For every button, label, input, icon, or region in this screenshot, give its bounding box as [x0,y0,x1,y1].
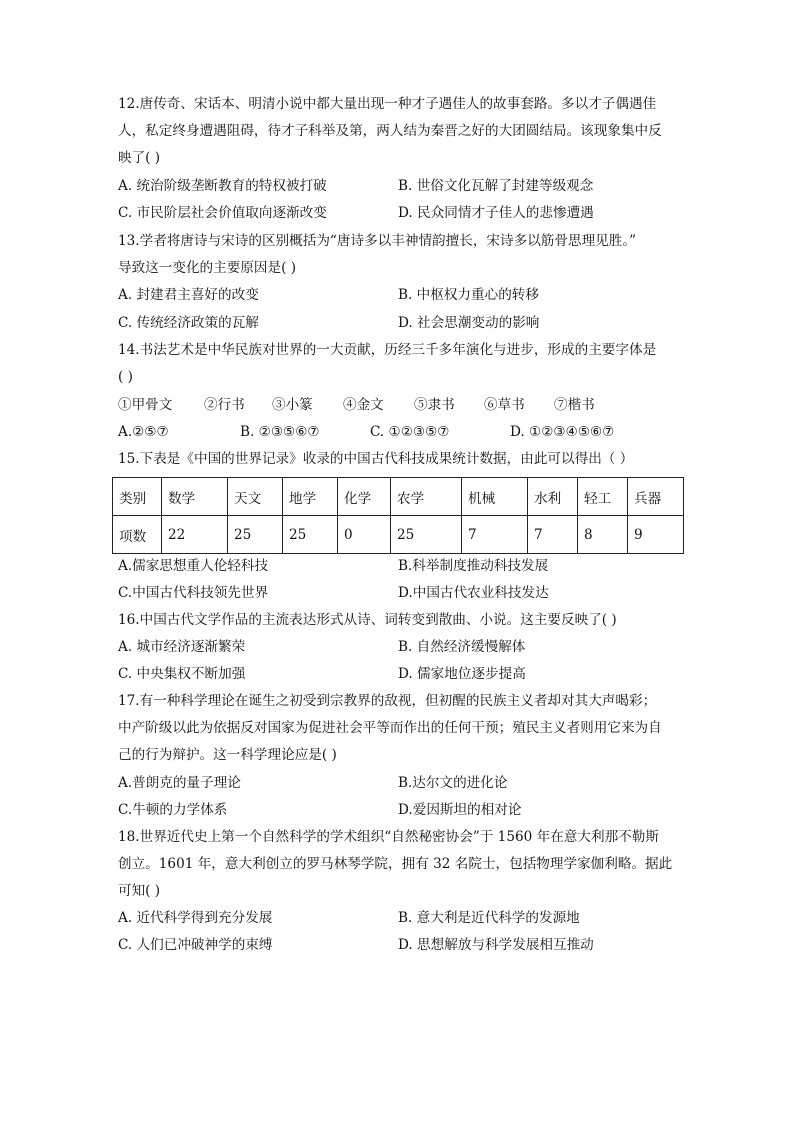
q14-item-6: ⑥草书 [484,397,525,413]
table-cell: 9 [628,516,684,554]
q12-stem-line-1: 12.唐传奇、宋话本、明清小说中都大量出现一种才子遇佳人的故事套路。多以才子偶遇佳 [118,96,657,112]
table-header-row [113,478,684,516]
q18-stem-line-2: 创立。1601 年，意大利创立的罗马林琴学院，拥有 32 名院士，包括物理学家伽利略。据此 [118,856,673,872]
q17-stem-line-3: 己的行为辩护。这一科学理论应是( ) [118,747,337,763]
q16-stem-line-1: 16.中国古代文学作品的主流表达形式从诗、词转变到散曲、小说。这主要反映了( ) [118,612,617,628]
q17-option-b[interactable]: B.达尔文的进化论 [398,775,508,791]
q14-options-row [118,422,678,442]
q16-option-c[interactable]: C. 中央集权不断加强 [118,666,246,682]
q15-options-row-2 [118,583,688,603]
q17-stem-line-2: 中产阶级以此为依据反对国家为促进社会平等而作出的任何干预；殖民主义者则用它来为自 [118,720,662,736]
q17-option-d[interactable]: D.爱因斯坦的相对论 [398,802,522,818]
q14-option-d[interactable]: D. ①②③④⑤⑥⑦ [510,424,615,440]
q12-options-row-1 [118,176,688,196]
q15-option-d[interactable]: D.中国古代农业科技发达 [398,585,549,601]
q13-option-b[interactable]: B. 中枢权力重心的转移 [398,287,539,303]
q16-options-row-2 [118,664,688,684]
q12-option-a[interactable]: A. 统治阶级垄断教育的特权被打破 [118,178,327,194]
q12-option-c[interactable]: C. 市民阶层社会价值取向逐渐改变 [118,205,327,221]
q14-item-2: ②行书 [204,397,245,413]
q14-option-b[interactable]: B. ②③⑤⑥⑦ [240,424,320,440]
q15-option-a[interactable]: A.儒家思想重人伦轻科技 [118,558,269,574]
q16-option-a[interactable]: A. 城市经济逐渐繁荣 [118,639,246,655]
q12-option-d[interactable]: D. 民众同情才子佳人的悲惨遭遇 [398,205,594,221]
q18-option-c[interactable]: C. 人们已冲破神学的束缚 [118,937,273,953]
table-cell: 轻工 [578,478,628,516]
q13-stem-line-2: 导致这一变化的主要原因是( ) [118,260,297,276]
q18-option-b[interactable]: B. 意大利是近代科学的发源地 [398,910,580,926]
table-cell: 天文 [228,478,283,516]
q12-stem-line-2: 人，私定终身遭遇阻碍，待才子科举及第，两人结为秦晋之好的大团圆结局。该现象集中反 [118,123,662,139]
q17-stem-line-1: 17.有一种科学理论在诞生之初受到宗教界的敌视，但初醒的民族主义者却对其大声喝彩； [118,693,657,709]
table-cell: 0 [338,516,391,554]
table-cell: 25 [391,516,462,554]
table-cell: 农学 [391,478,462,516]
table-cell: 项数 [113,516,162,554]
q14-option-c[interactable]: C. ①②③⑤⑦ [370,424,450,440]
q17-option-c[interactable]: C.牛顿的力学体系 [118,802,228,818]
q17-options-row-1 [118,773,688,793]
table-cell: 兵器 [628,478,684,516]
table-cell: 化学 [338,478,391,516]
q13-options-row-1 [118,285,688,305]
table-cell: 机械 [462,478,528,516]
q15-option-b[interactable]: B.科举制度推动科技发展 [398,558,549,574]
q14-stem-line-1: 14.书法艺术是中华民族对世界的一大贡献，历经三千多年演化与进步，形成的主要字体是 [118,342,657,358]
q12-stem-line-3: 映了( ) [118,150,161,166]
q14-option-a[interactable]: A.②⑤⑦ [118,424,169,440]
table-cell: 7 [528,516,578,554]
q14-script-list [118,395,678,415]
q16-option-d[interactable]: D. 儒家地位逐步提高 [398,666,526,682]
q14-item-1: ①甲骨文 [118,397,173,413]
table-cell: 地学 [283,478,338,516]
q13-options-row-2 [118,313,688,333]
table-cell: 水利 [528,478,578,516]
table-cell: 25 [228,516,283,554]
q14-item-4: ④金文 [343,397,384,413]
table-row [113,516,684,554]
q14-item-5: ⑤隶书 [414,397,455,413]
table-cell: 7 [462,516,528,554]
table-cell: 25 [283,516,338,554]
q14-stem-line-2: ( ) [118,369,133,385]
q13-option-a[interactable]: A. 封建君主喜好的改变 [118,287,259,303]
q13-option-d[interactable]: D. 社会思潮变动的影响 [398,315,540,331]
q18-stem-line-1: 18.世界近代史上第一个自然科学的学术组织“自然秘密协会”于 1560 年在意大利那不勒斯 [118,829,659,845]
q15-options-row-1 [118,556,688,576]
q14-item-7: ⑦楷书 [554,397,595,413]
q17-options-row-2 [118,800,688,820]
q18-options-row-2 [118,935,688,955]
table-cell: 数学 [162,478,228,516]
q15-statistics-table [112,477,684,554]
q14-item-3: ③小篆 [272,397,313,413]
q17-option-a[interactable]: A.普朗克的量子理论 [118,775,241,791]
q18-option-a[interactable]: A. 近代科学得到充分发展 [118,910,273,926]
q12-options-row-2 [118,203,688,223]
table-cell: 类别 [113,478,162,516]
q15-stem-line-1: 15.下表是《中国的世界记录》收录的中国古代科技成果统计数据，由此可以得出（ ） [118,451,634,467]
q12-option-b[interactable]: B. 世俗文化瓦解了封建等级观念 [398,178,594,194]
q15-option-c[interactable]: C.中国古代科技领先世界 [118,585,269,601]
q13-option-c[interactable]: C. 传统经济政策的瓦解 [118,315,259,331]
q16-options-row-1 [118,637,688,657]
table-cell: 22 [162,516,228,554]
q18-stem-line-3: 可知( ) [118,883,161,899]
q18-option-d[interactable]: D. 思想解放与科学发展相互推动 [398,937,594,953]
q13-stem-line-1: 13.学者将唐诗与宋诗的区别概括为“唐诗多以丰神情韵擅长，宋诗多以筋骨思理见胜。” [118,233,637,249]
table-cell: 8 [578,516,628,554]
q16-option-b[interactable]: B. 自然经济缓慢解体 [398,639,526,655]
q18-options-row-1 [118,908,688,928]
